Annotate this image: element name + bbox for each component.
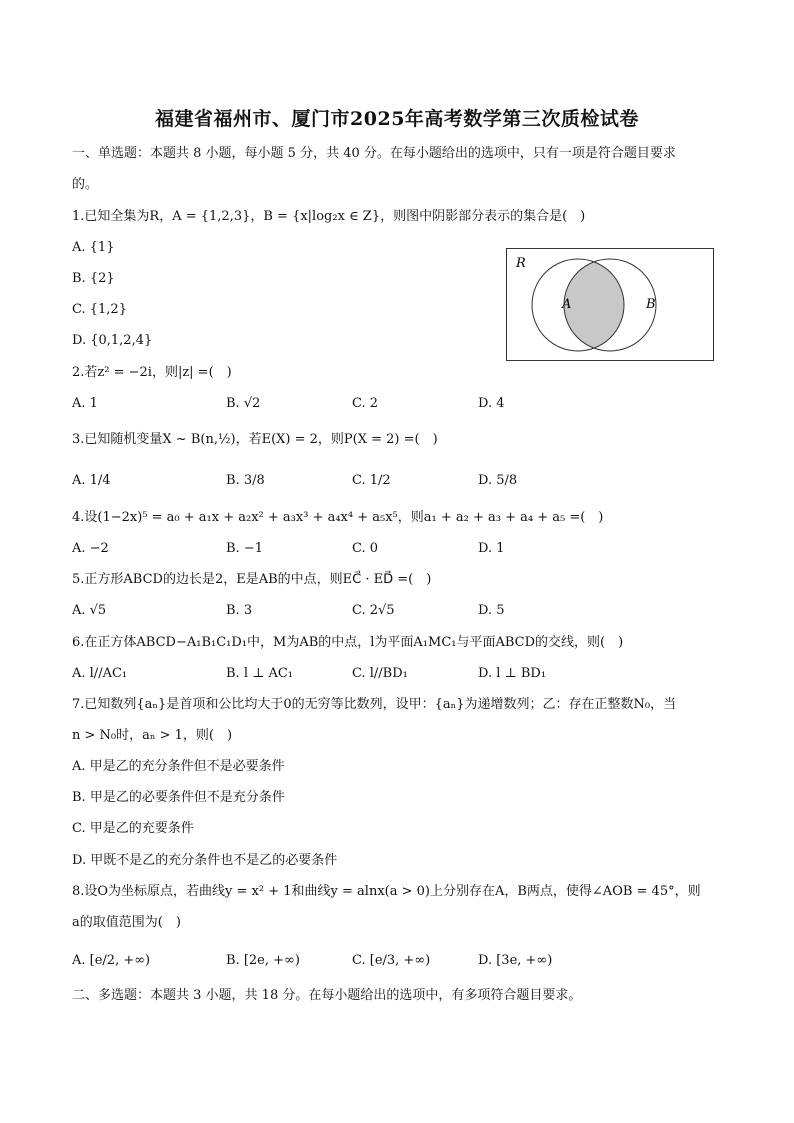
q7-stem-cont: n > N₀时，aₙ > 1，则( ) xyxy=(72,728,233,743)
q7-option-d: D. 甲既不是乙的充分条件也不是乙的必要条件 xyxy=(72,853,338,868)
venn-diagram xyxy=(506,248,716,362)
q8-option-b: B. [2e, +∞) xyxy=(226,953,300,968)
q1-option-a: A. {1} xyxy=(72,240,115,255)
q4-option-b: B. −1 xyxy=(226,541,263,556)
venn-label-b: B xyxy=(646,297,656,312)
q3-option-c: C. 1/2 xyxy=(352,473,391,488)
q2-option-b: B. √2 xyxy=(226,396,261,411)
q4-option-d: D. 1 xyxy=(478,541,505,556)
q1-stem: 1.已知全集为R，A = {1,2,3}，B = {x|log₂x ∈ Z}，则图中阴影部分表示的集合是( ) xyxy=(72,209,586,224)
q7-stem: 7.已知数列{aₙ}是首项和公比均大于0的无穷等比数列，设甲：{aₙ}为递增数列；乙：存在正整数N₀，当 xyxy=(72,697,677,712)
q7-option-c: C. 甲是乙的充要条件 xyxy=(72,821,194,836)
q3-stem: 3.已知随机变量X ~ B(n,½)，若E(X) = 2，则P(X = 2) =( ) xyxy=(72,432,438,447)
q5-option-a: A. √5 xyxy=(72,603,107,618)
q1-option-b: B. {2} xyxy=(72,271,115,286)
q6-stem: 6.在正方体ABCD−A₁B₁C₁D₁中，M为AB的中点，l为平面A₁MC₁与平面ABCD的交线，则( ) xyxy=(72,635,624,650)
q8-option-d: D. [3e, +∞) xyxy=(478,953,553,968)
q3-option-d: D. 5/8 xyxy=(478,473,518,488)
section2-heading: 二、多选题：本题共 3 小题，共 18 分。在每小题给出的选项中，有多项符合题目要求。 xyxy=(72,988,582,1003)
q2-option-c: C. 2 xyxy=(352,396,379,411)
section1-heading-cont: 的。 xyxy=(72,177,99,192)
q8-option-a: A. [e/2, +∞) xyxy=(72,953,151,968)
q3-option-a: A. 1/4 xyxy=(72,473,111,488)
q1-option-c: C. {1,2} xyxy=(72,302,127,317)
q6-option-d: D. l ⊥ BD₁ xyxy=(478,666,547,681)
q2-stem: 2.若z² = −2i，则|z| =( ) xyxy=(72,365,232,380)
q4-option-a: A. −2 xyxy=(72,541,109,556)
venn-label-r: R xyxy=(516,256,526,271)
q4-option-c: C. 0 xyxy=(352,541,379,556)
q8-stem-cont: a的取值范围为( ) xyxy=(72,915,181,930)
q1-option-d: D. {0,1,2,4} xyxy=(72,333,153,348)
q2-option-a: A. 1 xyxy=(72,396,98,411)
q3-option-b: B. 3/8 xyxy=(226,473,265,488)
q6-option-c: C. l//BD₁ xyxy=(352,666,408,681)
q5-option-d: D. 5 xyxy=(478,603,505,618)
q7-option-a: A. 甲是乙的充分条件但不是必要条件 xyxy=(72,759,285,774)
q8-stem: 8.设O为坐标原点，若曲线y = x² + 1和曲线y = alnx(a > 0)上分别存在A，B两点，使得∠AOB = 45°，则 xyxy=(72,884,701,899)
q2-option-d: D. 4 xyxy=(478,396,505,411)
page-title: 福建省福州市、厦门市2025年高考数学第三次质检试卷 xyxy=(155,108,639,130)
q5-option-c: C. 2√5 xyxy=(352,603,395,618)
q5-option-b: B. 3 xyxy=(226,603,253,618)
q8-option-c: C. [e/3, +∞) xyxy=(352,953,431,968)
venn-label-a: A xyxy=(562,297,572,312)
q6-option-b: B. l ⊥ AC₁ xyxy=(226,666,294,681)
q5-stem: 5.正方形ABCD的边长是2，E是AB的中点，则EC⃗ · ED⃗ =( ) xyxy=(72,572,432,587)
q6-option-a: A. l//AC₁ xyxy=(72,666,128,681)
section1-heading: 一、单选题：本题共 8 小题，每小题 5 分，共 40 分。在每小题给出的选项中，只有一项是符合题目要求 xyxy=(72,146,676,161)
q4-stem: 4.设(1−2x)⁵ = a₀ + a₁x + a₂x² + a₃x³ + a₄x⁴ + a₅x⁵，则a₁ + a₂ + a₃ + a₄ + a₅ =( ) xyxy=(72,510,604,525)
q7-option-b: B. 甲是乙的必要条件但不是充分条件 xyxy=(72,790,285,805)
